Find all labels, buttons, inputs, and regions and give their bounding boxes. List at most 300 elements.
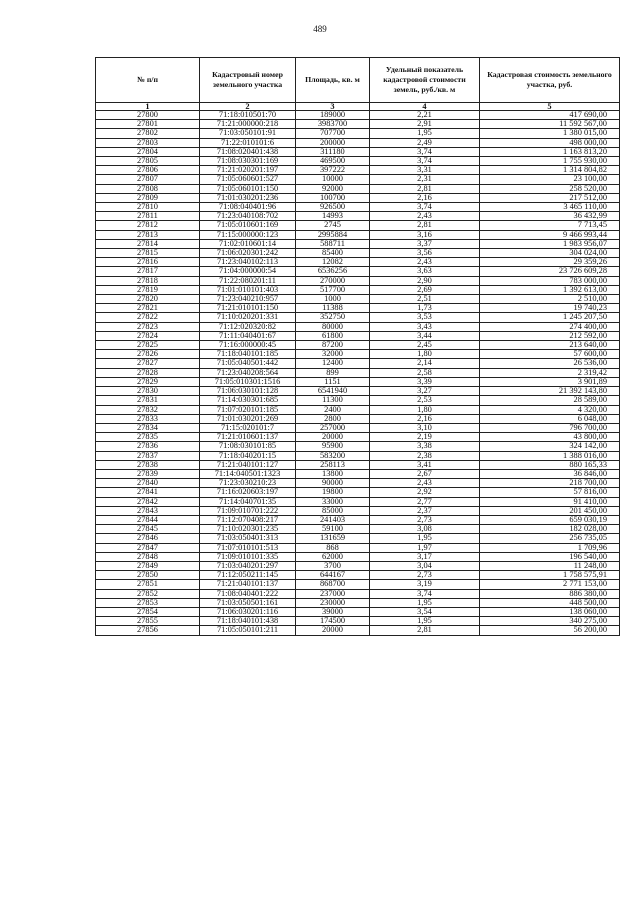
- cadastral-number-cell: 71:05:010301:1516: [200, 377, 296, 386]
- cadastral-value-cell: 274 400,00: [480, 322, 620, 331]
- row-number-cell: 27817: [96, 267, 200, 276]
- cadastral-number-cell: 71:08:040401:222: [200, 589, 296, 598]
- row-number-cell: 27833: [96, 414, 200, 423]
- area-cell: 61800: [296, 331, 370, 340]
- cadastral-number-cell: 71:10:020201:331: [200, 313, 296, 322]
- area-cell: 87200: [296, 341, 370, 350]
- cadastral-number-cell: 71:12:070408:217: [200, 515, 296, 524]
- cadastral-value-cell: 29 359,26: [480, 258, 620, 267]
- area-cell: 32000: [296, 350, 370, 359]
- row-number-cell: 27804: [96, 147, 200, 156]
- header-area: Площадь, кв. м: [296, 58, 370, 103]
- row-number-cell: 27845: [96, 525, 200, 534]
- cadastral-number-cell: 71:23:030210:23: [200, 479, 296, 488]
- cadastral-value-cell: 1 755 930,00: [480, 157, 620, 166]
- row-number-cell: 27844: [96, 515, 200, 524]
- cadastral-value-cell: 43 800,00: [480, 433, 620, 442]
- table-row: [96, 341, 620, 350]
- unit-value-cell: 3,19: [370, 580, 480, 589]
- cadastral-value-cell: 11 592 567,00: [480, 120, 620, 129]
- area-cell: 230000: [296, 598, 370, 607]
- area-cell: 6541940: [296, 387, 370, 396]
- unit-value-cell: 2,67: [370, 469, 480, 478]
- area-cell: 12400: [296, 359, 370, 368]
- row-number-cell: 27821: [96, 304, 200, 313]
- table-row: [96, 304, 620, 313]
- row-number-cell: 27805: [96, 157, 200, 166]
- cadastral-value-cell: 57 600,00: [480, 350, 620, 359]
- area-cell: 899: [296, 368, 370, 377]
- unit-value-cell: 1,97: [370, 543, 480, 552]
- unit-value-cell: 2,51: [370, 295, 480, 304]
- cadastral-value-cell: 3 465 110,00: [480, 203, 620, 212]
- table-row: [96, 414, 620, 423]
- unit-value-cell: 1,95: [370, 598, 480, 607]
- row-number-cell: 27802: [96, 129, 200, 138]
- area-cell: 100700: [296, 193, 370, 202]
- cadastral-value-cell: 1 709,96: [480, 543, 620, 552]
- row-number-cell: 27849: [96, 561, 200, 570]
- area-cell: 12082: [296, 258, 370, 267]
- table-row: [96, 387, 620, 396]
- column-number: 5: [480, 103, 620, 111]
- cadastral-value-cell: 36 432,99: [480, 212, 620, 221]
- unit-value-cell: 2,81: [370, 184, 480, 193]
- cadastral-number-cell: 71:01:010101:403: [200, 285, 296, 294]
- row-number-cell: 27836: [96, 442, 200, 451]
- cadastral-number-cell: 71:22:080201:11: [200, 276, 296, 285]
- cadastral-number-cell: 71:08:020401:438: [200, 147, 296, 156]
- header-cadastral-value: Кадастровая стоимость земельного участка, руб.: [480, 58, 620, 103]
- row-number-cell: 27828: [96, 368, 200, 377]
- row-number-cell: 27848: [96, 552, 200, 561]
- row-number-cell: 27838: [96, 460, 200, 469]
- table-row: [96, 626, 620, 635]
- cadastral-value-cell: 91 410,00: [480, 497, 620, 506]
- table-row: [96, 111, 620, 120]
- cadastral-value-cell: 417 690,00: [480, 111, 620, 120]
- cadastral-value-cell: 19 740,23: [480, 304, 620, 313]
- unit-value-cell: 2,73: [370, 571, 480, 580]
- unit-value-cell: 3,31: [370, 166, 480, 175]
- area-cell: 95900: [296, 442, 370, 451]
- table-row: [96, 598, 620, 607]
- area-cell: 11300: [296, 396, 370, 405]
- cadastral-number-cell: 71:14:030301:685: [200, 396, 296, 405]
- row-number-cell: 27832: [96, 405, 200, 414]
- table-row: [96, 589, 620, 598]
- table-row: [96, 561, 620, 570]
- cadastral-value-cell: 4 320,00: [480, 405, 620, 414]
- cadastral-number-cell: 71:21:000000:218: [200, 120, 296, 129]
- row-number-cell: 27822: [96, 313, 200, 322]
- area-cell: 200000: [296, 138, 370, 147]
- unit-value-cell: 2,91: [370, 120, 480, 129]
- cadastral-number-cell: 71:04:000000:54: [200, 267, 296, 276]
- cadastral-value-cell: 2 319,42: [480, 368, 620, 377]
- cadastral-number-cell: 71:03:050401:313: [200, 534, 296, 543]
- area-cell: 868: [296, 543, 370, 552]
- row-number-cell: 27847: [96, 543, 200, 552]
- unit-value-cell: 2,77: [370, 497, 480, 506]
- area-cell: 1151: [296, 377, 370, 386]
- area-cell: 19800: [296, 488, 370, 497]
- unit-value-cell: 2,37: [370, 506, 480, 515]
- area-cell: 11388: [296, 304, 370, 313]
- cadastral-number-cell: 71:21:040101:127: [200, 460, 296, 469]
- cadastral-number-cell: 71:08:040401:96: [200, 203, 296, 212]
- area-cell: 1000: [296, 295, 370, 304]
- table-row: [96, 525, 620, 534]
- cadastral-value-cell: 1 380 015,00: [480, 129, 620, 138]
- row-number-cell: 27834: [96, 423, 200, 432]
- unit-value-cell: 2,92: [370, 488, 480, 497]
- row-number-cell: 27850: [96, 571, 200, 580]
- row-number-cell: 27809: [96, 193, 200, 202]
- cadastral-number-cell: 71:23:040210:957: [200, 295, 296, 304]
- cadastral-value-cell: 11 248,00: [480, 561, 620, 570]
- area-cell: 2995884: [296, 230, 370, 239]
- row-number-cell: 27810: [96, 203, 200, 212]
- unit-value-cell: 3,63: [370, 267, 480, 276]
- area-cell: 33000: [296, 497, 370, 506]
- table-row: [96, 479, 620, 488]
- table-row: [96, 405, 620, 414]
- cadastral-value-cell: 304 024,00: [480, 249, 620, 258]
- table-row: [96, 285, 620, 294]
- cadastral-value-cell: 9 466 993,44: [480, 230, 620, 239]
- unit-value-cell: 2,43: [370, 212, 480, 221]
- table-row: [96, 488, 620, 497]
- row-number-cell: 27820: [96, 295, 200, 304]
- table-row: [96, 377, 620, 386]
- cadastral-table: [95, 57, 620, 636]
- table-row: [96, 460, 620, 469]
- cadastral-value-cell: 7 713,45: [480, 221, 620, 230]
- area-cell: 131659: [296, 534, 370, 543]
- row-number-cell: 27853: [96, 598, 200, 607]
- area-cell: 3700: [296, 561, 370, 570]
- cadastral-number-cell: 71:08:030101:85: [200, 442, 296, 451]
- cadastral-value-cell: 1 163 813,20: [480, 147, 620, 156]
- cadastral-number-cell: 71:22:010101:6: [200, 138, 296, 147]
- table-row: [96, 350, 620, 359]
- row-number-cell: 27808: [96, 184, 200, 193]
- table-row: [96, 359, 620, 368]
- cadastral-value-cell: 23 100,00: [480, 175, 620, 184]
- table-row: [96, 617, 620, 626]
- area-cell: 237000: [296, 589, 370, 598]
- table-row: [96, 543, 620, 552]
- row-number-cell: 27824: [96, 331, 200, 340]
- table-row: [96, 433, 620, 442]
- table-row: [96, 239, 620, 248]
- header-row-number: № п/п: [96, 58, 200, 103]
- row-number-cell: 27837: [96, 451, 200, 460]
- unit-value-cell: 2,38: [370, 451, 480, 460]
- cadastral-value-cell: 1 314 804,82: [480, 166, 620, 175]
- row-number-cell: 27826: [96, 350, 200, 359]
- cadastral-value-cell: 57 816,00: [480, 488, 620, 497]
- unit-value-cell: 3,17: [370, 552, 480, 561]
- unit-value-cell: 2,31: [370, 175, 480, 184]
- table-row: [96, 396, 620, 405]
- table-row: [96, 230, 620, 239]
- cadastral-number-cell: 71:05:050101:211: [200, 626, 296, 635]
- table-body: [96, 111, 620, 636]
- cadastral-value-cell: 340 275,00: [480, 617, 620, 626]
- cadastral-value-cell: 2 771 153,00: [480, 580, 620, 589]
- unit-value-cell: 2,43: [370, 479, 480, 488]
- unit-value-cell: 2,69: [370, 285, 480, 294]
- cadastral-number-cell: 71:06:030201:116: [200, 607, 296, 616]
- cadastral-number-cell: 71:21:010101:150: [200, 304, 296, 313]
- row-number-cell: 27846: [96, 534, 200, 543]
- cadastral-value-cell: 196 540,00: [480, 552, 620, 561]
- area-cell: 85400: [296, 249, 370, 258]
- header-cadastral-number: Кадастровый номер земельного участка: [200, 58, 296, 103]
- unit-value-cell: 3,56: [370, 249, 480, 258]
- cadastral-number-cell: 71:16:020603:197: [200, 488, 296, 497]
- cadastral-number-cell: 71:03:050101:91: [200, 129, 296, 138]
- cadastral-number-cell: 71:03:040201:297: [200, 561, 296, 570]
- cadastral-value-cell: 796 700,00: [480, 423, 620, 432]
- area-cell: 80000: [296, 322, 370, 331]
- area-cell: 59100: [296, 525, 370, 534]
- unit-value-cell: 3,54: [370, 607, 480, 616]
- cadastral-number-cell: 71:11:040401:67: [200, 331, 296, 340]
- row-number-cell: 27825: [96, 341, 200, 350]
- row-number-cell: 27851: [96, 580, 200, 589]
- cadastral-number-cell: 71:09:010701:222: [200, 506, 296, 515]
- table-row: [96, 129, 620, 138]
- area-cell: 311180: [296, 147, 370, 156]
- row-number-cell: 27855: [96, 617, 200, 626]
- cadastral-value-cell: 324 142,00: [480, 442, 620, 451]
- area-cell: 189000: [296, 111, 370, 120]
- cadastral-value-cell: 256 735,05: [480, 534, 620, 543]
- area-cell: 92000: [296, 184, 370, 193]
- header-row: [96, 58, 620, 103]
- area-cell: 2400: [296, 405, 370, 414]
- table-row: [96, 331, 620, 340]
- table-row: [96, 580, 620, 589]
- area-cell: 90000: [296, 479, 370, 488]
- unit-value-cell: 3,74: [370, 589, 480, 598]
- table-row: [96, 368, 620, 377]
- area-cell: 583200: [296, 451, 370, 460]
- unit-value-cell: 3,08: [370, 525, 480, 534]
- cadastral-value-cell: 217 512,00: [480, 193, 620, 202]
- area-cell: 3983700: [296, 120, 370, 129]
- unit-value-cell: 1,95: [370, 617, 480, 626]
- cadastral-number-cell: 71:18:040101:185: [200, 350, 296, 359]
- area-cell: 6536256: [296, 267, 370, 276]
- row-number-cell: 27842: [96, 497, 200, 506]
- cadastral-number-cell: 71:02:010601:14: [200, 239, 296, 248]
- column-number-row: [96, 103, 620, 111]
- table-row: [96, 515, 620, 524]
- unit-value-cell: 3,74: [370, 157, 480, 166]
- cadastral-number-cell: 71:18:010501:70: [200, 111, 296, 120]
- table-row: [96, 295, 620, 304]
- cadastral-number-cell: 71:10:020301:235: [200, 525, 296, 534]
- table-row: [96, 184, 620, 193]
- row-number-cell: 27856: [96, 626, 200, 635]
- row-number-cell: 27831: [96, 396, 200, 405]
- cadastral-number-cell: 71:23:040102:113: [200, 258, 296, 267]
- row-number-cell: 27840: [96, 479, 200, 488]
- unit-value-cell: 3,44: [370, 331, 480, 340]
- area-cell: 10000: [296, 175, 370, 184]
- unit-value-cell: 3,74: [370, 203, 480, 212]
- unit-value-cell: 2,16: [370, 414, 480, 423]
- cadastral-number-cell: 71:01:030201:236: [200, 193, 296, 202]
- row-number-cell: 27841: [96, 488, 200, 497]
- area-cell: 517700: [296, 285, 370, 294]
- row-number-cell: 27803: [96, 138, 200, 147]
- table-row: [96, 166, 620, 175]
- cadastral-value-cell: 138 060,00: [480, 607, 620, 616]
- table-row: [96, 212, 620, 221]
- area-cell: 174500: [296, 617, 370, 626]
- unit-value-cell: 2,53: [370, 396, 480, 405]
- unit-value-cell: 3,38: [370, 442, 480, 451]
- table-row: [96, 276, 620, 285]
- cadastral-number-cell: 71:06:030101:128: [200, 387, 296, 396]
- cadastral-number-cell: 71:01:030201:269: [200, 414, 296, 423]
- unit-value-cell: 3,04: [370, 561, 480, 570]
- area-cell: 352750: [296, 313, 370, 322]
- cadastral-value-cell: 6 048,00: [480, 414, 620, 423]
- cadastral-number-cell: 71:05:060101:150: [200, 184, 296, 193]
- cadastral-value-cell: 1 758 575,91: [480, 571, 620, 580]
- unit-value-cell: 2,43: [370, 258, 480, 267]
- cadastral-number-cell: 71:12:050211:145: [200, 571, 296, 580]
- row-number-cell: 27854: [96, 607, 200, 616]
- cadastral-number-cell: 71:15:000000:123: [200, 230, 296, 239]
- table-row: [96, 313, 620, 322]
- unit-value-cell: 1,80: [370, 405, 480, 414]
- unit-value-cell: 3,39: [370, 377, 480, 386]
- cadastral-value-cell: 212 592,00: [480, 331, 620, 340]
- cadastral-number-cell: 71:14:040701:35: [200, 497, 296, 506]
- area-cell: 926500: [296, 203, 370, 212]
- cadastral-number-cell: 71:07:020101:185: [200, 405, 296, 414]
- unit-value-cell: 2,81: [370, 626, 480, 635]
- unit-value-cell: 3,16: [370, 230, 480, 239]
- row-number-cell: 27818: [96, 276, 200, 285]
- area-cell: 20000: [296, 433, 370, 442]
- cadastral-number-cell: 71:23:040208:564: [200, 368, 296, 377]
- cadastral-value-cell: 201 450,00: [480, 506, 620, 515]
- unit-value-cell: 1,95: [370, 534, 480, 543]
- cadastral-number-cell: 71:21:010601:137: [200, 433, 296, 442]
- unit-value-cell: 1,73: [370, 304, 480, 313]
- cadastral-value-cell: 28 589,00: [480, 396, 620, 405]
- table-row: [96, 423, 620, 432]
- table-row: [96, 249, 620, 258]
- row-number-cell: 27829: [96, 377, 200, 386]
- area-cell: 644167: [296, 571, 370, 580]
- cadastral-value-cell: 448 500,00: [480, 598, 620, 607]
- cadastral-number-cell: 71:14:040501:1323: [200, 469, 296, 478]
- area-cell: 868700: [296, 580, 370, 589]
- area-cell: 707700: [296, 129, 370, 138]
- row-number-cell: 27830: [96, 387, 200, 396]
- area-cell: 258113: [296, 460, 370, 469]
- area-cell: 588711: [296, 239, 370, 248]
- unit-value-cell: 2,81: [370, 221, 480, 230]
- cadastral-number-cell: 71:21:020201:197: [200, 166, 296, 175]
- row-number-cell: 27816: [96, 258, 200, 267]
- table-row: [96, 571, 620, 580]
- table-row: [96, 157, 620, 166]
- cadastral-number-cell: 71:05:010601:169: [200, 221, 296, 230]
- cadastral-value-cell: 1 983 956,07: [480, 239, 620, 248]
- area-cell: 14993: [296, 212, 370, 221]
- unit-value-cell: 2,45: [370, 341, 480, 350]
- cadastral-number-cell: 71:16:000000:45: [200, 341, 296, 350]
- cadastral-value-cell: 498 000,00: [480, 138, 620, 147]
- unit-value-cell: 3,10: [370, 423, 480, 432]
- unit-value-cell: 2,58: [370, 368, 480, 377]
- cadastral-value-cell: 3 901,89: [480, 377, 620, 386]
- row-number-cell: 27800: [96, 111, 200, 120]
- cadastral-number-cell: 71:18:040201:15: [200, 451, 296, 460]
- area-cell: 2745: [296, 221, 370, 230]
- cadastral-value-cell: 23 726 609,28: [480, 267, 620, 276]
- cadastral-value-cell: 36 846,00: [480, 469, 620, 478]
- cadastral-value-cell: 258 520,00: [480, 184, 620, 193]
- unit-value-cell: 3,74: [370, 147, 480, 156]
- cadastral-value-cell: 1 392 613,00: [480, 285, 620, 294]
- unit-value-cell: 1,95: [370, 129, 480, 138]
- table-row: [96, 506, 620, 515]
- unit-value-cell: 2,19: [370, 433, 480, 442]
- row-number-cell: 27823: [96, 322, 200, 331]
- area-cell: 2800: [296, 414, 370, 423]
- cadastral-number-cell: 71:15:020101:7: [200, 423, 296, 432]
- table-row: [96, 203, 620, 212]
- unit-value-cell: 3,53: [370, 313, 480, 322]
- area-cell: 62000: [296, 552, 370, 561]
- unit-value-cell: 3,43: [370, 322, 480, 331]
- row-number-cell: 27843: [96, 506, 200, 515]
- area-cell: 469500: [296, 157, 370, 166]
- header-unit-value: Удельный показатель кадастровой стоимости земель, руб./кв. м: [370, 58, 480, 103]
- page-number: 489: [313, 24, 327, 34]
- column-number: 1: [96, 103, 200, 111]
- column-number: 2: [200, 103, 296, 111]
- cadastral-value-cell: 218 700,00: [480, 479, 620, 488]
- table-row: [96, 193, 620, 202]
- row-number-cell: 27835: [96, 433, 200, 442]
- cadastral-number-cell: 71:12:020320:82: [200, 322, 296, 331]
- row-number-cell: 27807: [96, 175, 200, 184]
- cadastral-value-cell: 213 640,00: [480, 341, 620, 350]
- area-cell: 257000: [296, 423, 370, 432]
- area-cell: 39000: [296, 607, 370, 616]
- cadastral-value-cell: 26 536,00: [480, 359, 620, 368]
- table-row: [96, 469, 620, 478]
- cadastral-number-cell: 71:08:030301:169: [200, 157, 296, 166]
- unit-value-cell: 2,49: [370, 138, 480, 147]
- row-number-cell: 27806: [96, 166, 200, 175]
- cadastral-value-cell: 783 000,00: [480, 276, 620, 285]
- area-cell: 85000: [296, 506, 370, 515]
- area-cell: 20000: [296, 626, 370, 635]
